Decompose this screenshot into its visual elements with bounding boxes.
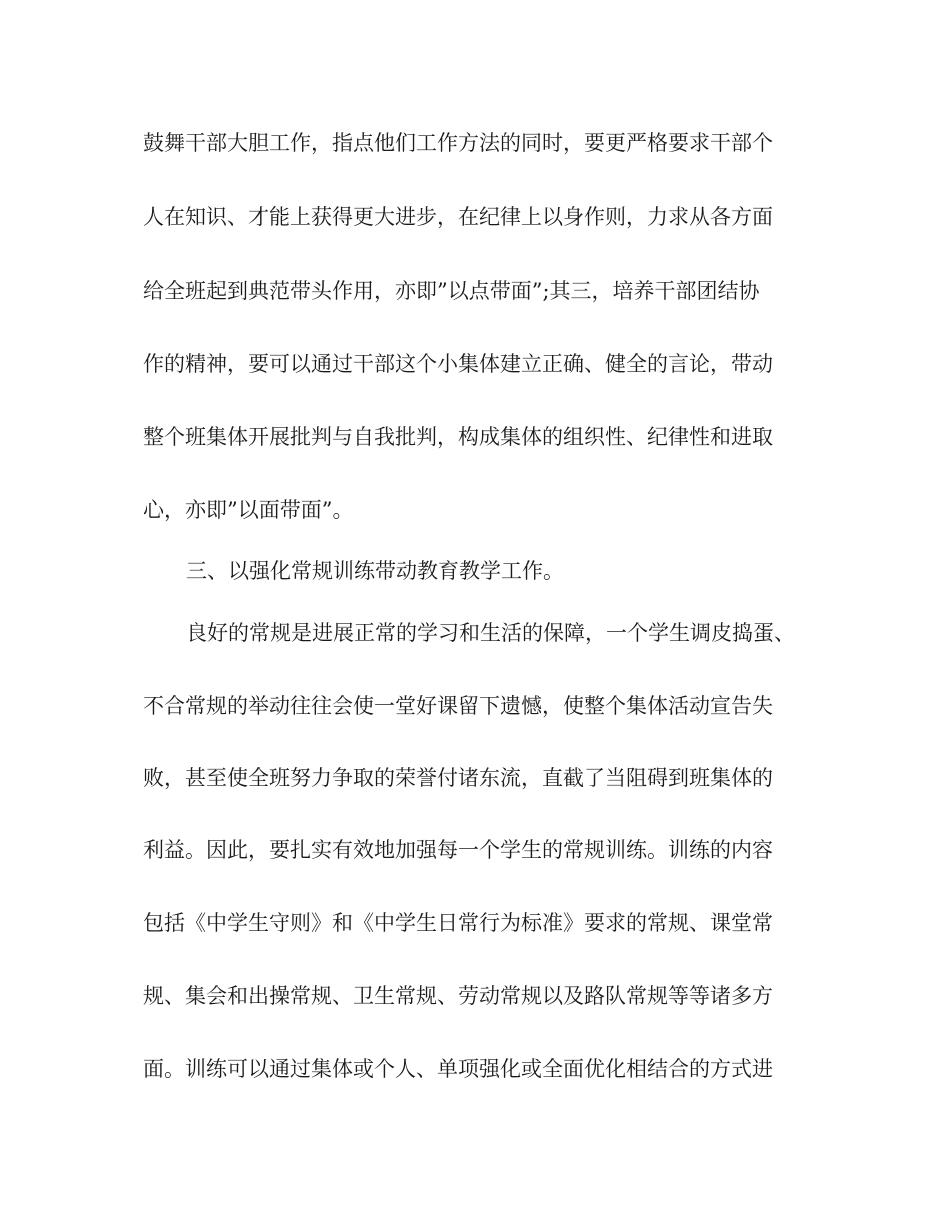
text-line: 良好的常规是进展正常的学习和生活的保障，一个学生调皮捣蛋、 [186, 621, 795, 645]
text-line: 人在知识、才能上获得更大进步，在纪律上以身作则，力求从各方面 [143, 205, 773, 229]
text-line: 不合常规的举动往往会使一堂好课留下遗憾，使整个集体活动宣告失 [143, 694, 773, 718]
text-line: 给全班起到典范带头作用，亦即”以点带面”;其三，培养干部团结协 [143, 279, 760, 303]
section-heading: 三、以强化常规训练带动教育教学工作。 [186, 559, 564, 583]
text-line: 利益。因此，要扎实有效地加强每一个学生的常规训练。训练的内容 [143, 838, 773, 862]
text-line: 面。训练可以通过集体或个人、单项强化或全面优化相结合的方式进 [143, 1057, 773, 1081]
text-line: 败，甚至使全班努力争取的荣誉付诸东流，直截了当阻碍到班集体的 [143, 766, 773, 790]
text-line: 包括《中学生守则》和《中学生日常行为标准》要求的常规、课堂常 [143, 911, 773, 935]
text-line: 鼓舞干部大胆工作，指点他们工作方法的同时，要更严格要求干部个 [143, 131, 773, 155]
text-line: 规、集会和出操常规、卫生常规、劳动常规以及路队常规等等诸多方 [143, 984, 773, 1008]
text-line: 整个班集体开展批判与自我批判，构成集体的组织性、纪律性和进取 [143, 425, 773, 449]
text-line: 心，亦即”以面带面”。 [143, 498, 354, 522]
text-line: 作的精神，要可以通过干部这个小集体建立正确、健全的言论，带动 [143, 352, 773, 376]
